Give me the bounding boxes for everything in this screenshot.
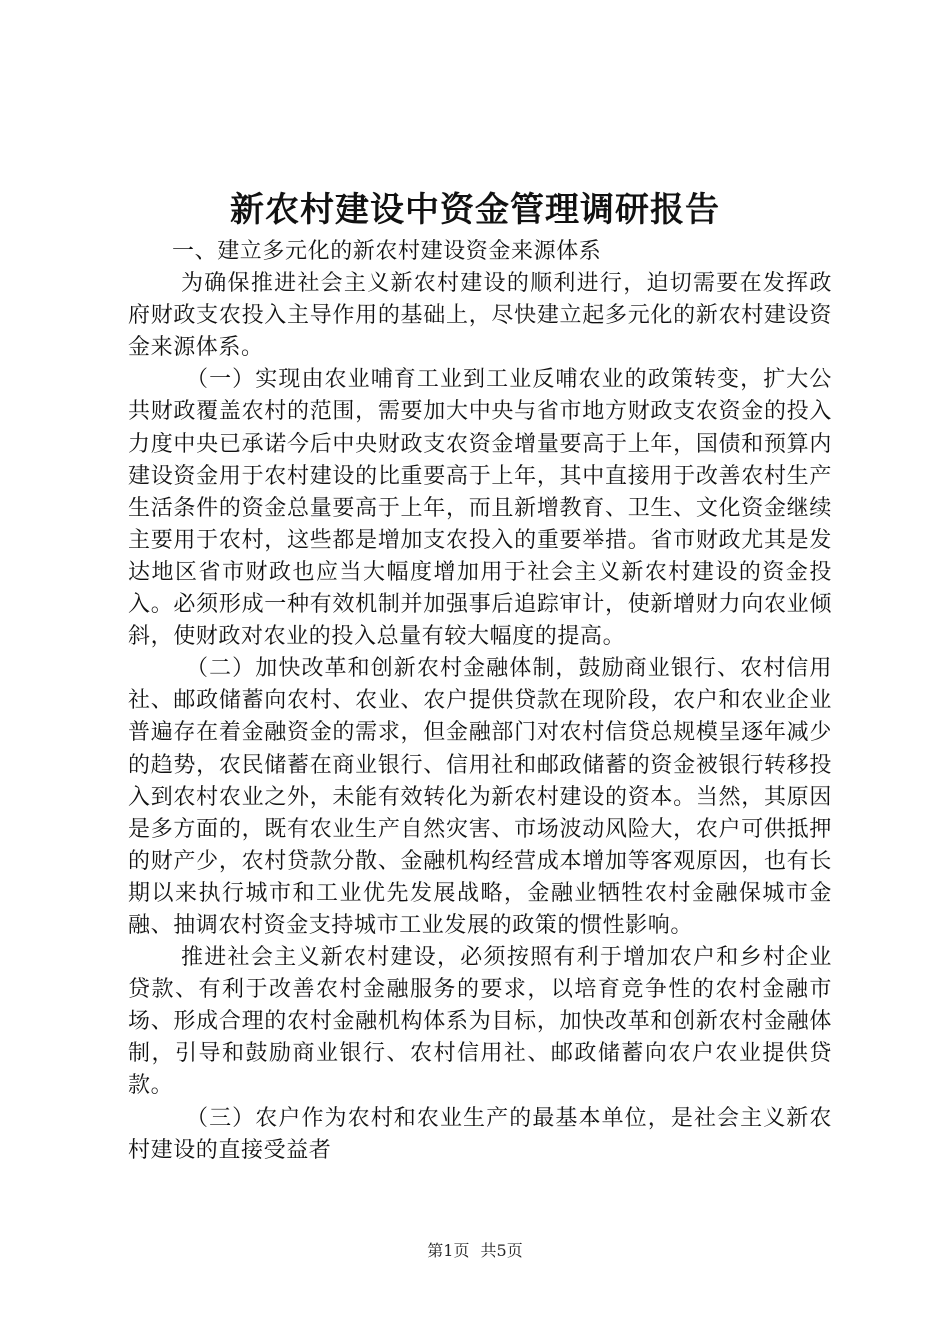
document-title: 新农村建设中资金管理调研报告 xyxy=(230,190,720,230)
paragraph-item-1: （一）实现由农业哺育工业到工业反哺农业的政策转变，扩大公共财政覆盖农村的范围，需要加大中央与省市地方财政支农资金的投入力度中央已承诺今后中央财政支农资金增量要高于上年，国债和预算内建设资金用于农村建设的比重要高于上年，其中直接用于改善农村生产生活条件的资金总量要高于上年，而且新增教育、卫生、文化资金继续主要用于农村，这些都是增加支农投入的重要举措。省市财政尤其是发达地区省市财政也应当大幅度增加用于社会主义新农村建设的资金投入。必须形成一种有效机制并加强事后追踪审计，使新增财力向农业倾斜，使财政对农业的投入总量有较大幅度的提高。 xyxy=(128,367,832,650)
document-body xyxy=(128,236,832,1167)
paragraph-item-2-continued: 推进社会主义新农村建设，必须按照有利于增加农户和乡村企业贷款、有利于改善农村金融服务的要求，以培育竞争性的农村金融市场、形成合理的农村金融机构体系为目标，加快改革和创新农村金融体制，引导和鼓励商业银行、农村信用社、邮政储蓄向农户农业提供贷款。 xyxy=(128,945,832,1099)
page-footer xyxy=(0,1240,950,1262)
section-heading: 一、建立多元化的新农村建设资金来源体系 xyxy=(172,239,602,264)
paragraph-intro: 为确保推进社会主义新农村建设的顺利进行，迫切需要在发挥政府财政支农投入主导作用的基础上，尽快建立起多元化的新农村建设资金来源体系。 xyxy=(128,271,832,361)
paragraph-item-3: （三）农户作为农村和农业生产的最基本单位，是社会主义新农村建设的直接受益者 xyxy=(128,1105,832,1163)
page-total: 共5页 xyxy=(480,1241,523,1260)
paragraph-item-2: （二）加快改革和创新农村金融体制，鼓励商业银行、农村信用社、邮政储蓄向农村、农业、农户提供贷款在现阶段，农户和农业企业普遍存在着金融资金的需求，但金融部门对农村信贷总规模呈逐年减少的趋势，农民储蓄在商业银行、信用社和邮政储蓄的资金被银行转移投入到农村农业之外，未能有效转化为新农村建设的资本。当然，其原因是多方面的，既有农业生产自然灾害、市场波动风险大，农户可供抵押的财产少，农村贷款分散、金融机构经营成本增加等客观原因，也有长期以来执行城市和工业优先发展战略，金融业牺牲农村金融保城市金融、抽调农村资金支持城市工业发展的政策的惯性影响。 xyxy=(128,656,832,938)
page-number: 第1页 xyxy=(427,1241,470,1260)
